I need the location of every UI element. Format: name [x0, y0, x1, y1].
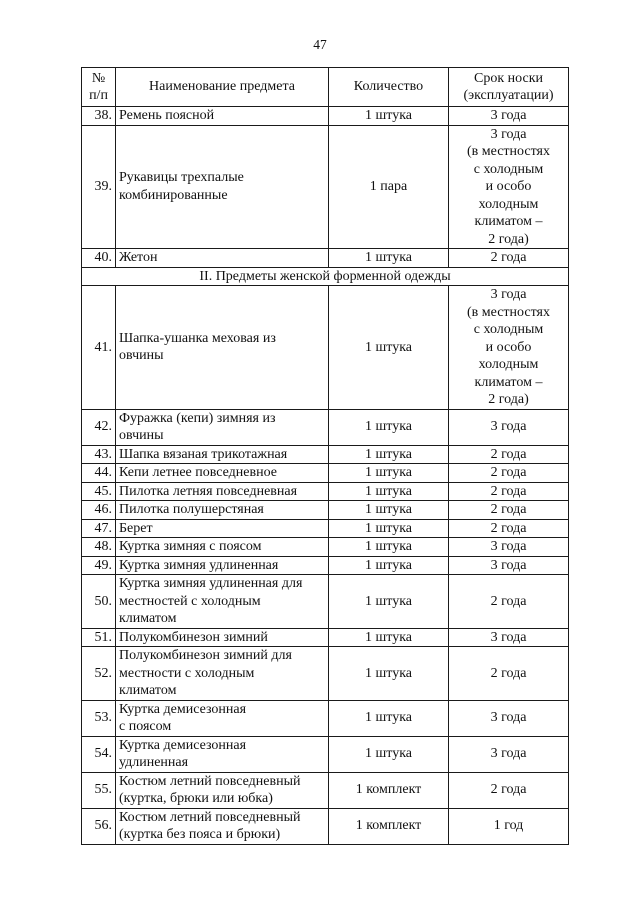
item-wear-term [449, 445, 569, 464]
row-number: 44. [82, 464, 116, 483]
item-wear-term [449, 647, 569, 701]
item-quantity: 1 пара [329, 125, 449, 249]
item-name-line: Шапка вязаная трикотажная [119, 446, 288, 462]
wear-term-line: холодным [478, 357, 539, 372]
section-title: II. Предметы женской форменной одежды [82, 267, 569, 286]
item-wear-term [449, 519, 569, 538]
item-wear-term [449, 107, 569, 126]
item-wear-term [449, 409, 569, 445]
item-wear-term [449, 772, 569, 808]
table-row [82, 482, 569, 501]
item-name-line: Жетон [119, 250, 158, 265]
item-name-line: (куртка без пояса и брюки) [119, 827, 281, 842]
item-wear-term [449, 501, 569, 520]
wear-term-line: 1 год [493, 818, 524, 834]
item-name [116, 575, 329, 629]
wear-term-line: 2 года [490, 502, 527, 517]
row-number: 49. [82, 556, 116, 575]
item-name [116, 519, 329, 538]
item-quantity: 1 комплект [329, 772, 449, 808]
item-name-line: Кепи летнее повседневное [119, 465, 277, 480]
item-name [116, 647, 329, 701]
wear-term-line: климатом – [474, 374, 543, 390]
row-number: 53. [82, 700, 116, 736]
item-name [116, 556, 329, 575]
item-name-line: Шапка-ушанка меховая из [119, 330, 276, 346]
wear-term-line: 3 года [490, 287, 527, 302]
wear-term-line: 3 года [490, 108, 527, 123]
table-section [82, 267, 569, 286]
table-row [82, 538, 569, 557]
item-name [116, 501, 329, 520]
row-number: 45. [82, 482, 116, 501]
row-number: 47. [82, 519, 116, 538]
wear-term-line: 3 года [490, 539, 527, 554]
wear-term-line: холодным [478, 196, 539, 212]
wear-term-line: 3 года [490, 746, 527, 762]
header-number-line: п/п [89, 88, 108, 103]
item-name [116, 736, 329, 772]
item-wear-term [449, 628, 569, 647]
row-number: 42. [82, 409, 116, 445]
wear-term-line: (в местностях [467, 304, 550, 320]
item-name-line: Берет [119, 520, 153, 536]
item-name [116, 409, 329, 445]
wear-term-line: 2 года [490, 483, 527, 499]
item-name [116, 482, 329, 501]
item-quantity: 1 штука [329, 464, 449, 483]
row-number: 39. [82, 125, 116, 249]
wear-term-line: 2 года [490, 446, 527, 462]
row-number: 51. [82, 628, 116, 647]
wear-term-line: и особо [485, 339, 532, 355]
item-name-line: удлиненная [119, 755, 189, 770]
item-name-line: овчины [119, 348, 164, 364]
item-quantity: 1 штука [329, 409, 449, 445]
item-quantity: 1 штука [329, 628, 449, 647]
item-name-line: Куртка демисезонная [119, 701, 247, 717]
header-number [82, 68, 116, 107]
item-quantity: 1 штука [329, 501, 449, 520]
item-name-line: комбинированные [119, 187, 228, 203]
row-number: 40. [82, 249, 116, 268]
item-name-line: местности с холодным [119, 665, 255, 681]
row-number: 46. [82, 501, 116, 520]
item-wear-term [449, 249, 569, 268]
wear-term-line: 3 года [490, 629, 527, 645]
item-wear-term [449, 464, 569, 483]
table-row [82, 107, 569, 126]
table-body-bottom [82, 286, 569, 845]
item-quantity: 1 штука [329, 647, 449, 701]
row-number: 41. [82, 286, 116, 410]
wear-term-line: климатом – [474, 214, 543, 229]
table-row [82, 125, 569, 249]
item-quantity: 1 штука [329, 700, 449, 736]
table-row [82, 575, 569, 629]
table-header-row [82, 68, 569, 107]
row-number: 55. [82, 772, 116, 808]
item-wear-term [449, 538, 569, 557]
item-name-line: Куртка зимняя удлиненная [119, 557, 279, 573]
item-name-line: Куртка зимняя удлиненная для [119, 576, 303, 591]
table-row [82, 808, 569, 844]
item-quantity: 1 штука [329, 445, 449, 464]
item-wear-term [449, 575, 569, 629]
header-number-line: № [91, 70, 106, 86]
item-name-line: Рукавицы трехпалые [119, 170, 244, 186]
item-name [116, 445, 329, 464]
wear-term-line: с холодным [473, 161, 544, 177]
item-name [116, 107, 329, 126]
item-name [116, 808, 329, 844]
item-name-line: с поясом [119, 719, 172, 734]
wear-term-line: 2 года [490, 782, 527, 798]
item-quantity: 1 штука [329, 482, 449, 501]
row-number: 56. [82, 808, 116, 844]
table-row [82, 772, 569, 808]
item-wear-term [449, 286, 569, 410]
wear-term-line: (в местностях [467, 144, 550, 159]
item-wear-term [449, 700, 569, 736]
wear-term-line: 2 года [490, 665, 527, 681]
item-name [116, 464, 329, 483]
item-name-line: местностей с холодным [119, 593, 261, 609]
item-name-line: климатом [119, 611, 177, 626]
wear-term-line: 3 года [490, 126, 527, 142]
row-number: 48. [82, 538, 116, 557]
table-row [82, 501, 569, 520]
item-name [116, 772, 329, 808]
item-name-line: овчины [119, 428, 164, 443]
page-number: 47 [313, 37, 327, 52]
wear-term-line: 2 года [490, 250, 527, 265]
item-wear-term [449, 482, 569, 501]
table-body-top [82, 107, 569, 268]
row-number: 43. [82, 445, 116, 464]
item-name-line: Куртка зимняя с поясом [119, 539, 262, 554]
header-term-line: (эксплуатации) [463, 88, 554, 103]
row-number: 54. [82, 736, 116, 772]
item-name-line: климатом [119, 683, 177, 698]
wear-term-line: 2 года [490, 593, 527, 609]
row-number: 52. [82, 647, 116, 701]
item-name [116, 125, 329, 249]
table-row [82, 628, 569, 647]
wear-term-line: 3 года [490, 557, 527, 573]
header-quantity: Количество [329, 68, 449, 107]
item-name-line: Костюм летний повседневный [119, 773, 301, 789]
header-wear-term [449, 68, 569, 107]
row-number: 50. [82, 575, 116, 629]
wear-term-line: 2 года [490, 465, 527, 480]
item-quantity: 1 штука [329, 538, 449, 557]
wear-term-line: 3 года [490, 710, 527, 726]
table-row [82, 464, 569, 483]
table-row [82, 736, 569, 772]
item-name [116, 628, 329, 647]
item-quantity: 1 штука [329, 107, 449, 126]
uniform-items-table [81, 67, 569, 845]
item-name-line: Ремень поясной [119, 108, 215, 123]
item-name [116, 249, 329, 268]
item-wear-term [449, 808, 569, 844]
table-row [82, 700, 569, 736]
table-row [82, 647, 569, 701]
item-quantity: 1 штука [329, 519, 449, 538]
item-quantity: 1 комплект [329, 808, 449, 844]
item-quantity: 1 штука [329, 736, 449, 772]
item-name-line: Куртка демисезонная [119, 737, 247, 753]
item-name-line: Полукомбинезон зимний [119, 629, 268, 645]
table-row [82, 249, 569, 268]
item-name-line: Полукомбинезон зимний для [119, 648, 292, 663]
wear-term-line: 3 года [490, 419, 527, 435]
item-wear-term [449, 736, 569, 772]
table-row [82, 445, 569, 464]
item-quantity: 1 штука [329, 249, 449, 268]
wear-term-line: 2 года [490, 520, 527, 536]
item-name [116, 286, 329, 410]
table-row [82, 556, 569, 575]
item-name-line: Пилотка летняя повседневная [119, 483, 298, 499]
item-name-line: (куртка, брюки или юбка) [119, 791, 273, 806]
item-name [116, 700, 329, 736]
item-name-line: Фуражка (кепи) зимняя из [119, 410, 276, 426]
row-number: 38. [82, 107, 116, 126]
header-item-name: Наименование предмета [116, 68, 329, 107]
section-row [82, 267, 569, 286]
table-row [82, 519, 569, 538]
table-row [82, 286, 569, 410]
wear-term-line: и особо [485, 179, 532, 194]
item-name-line: Пилотка полушерстяная [119, 502, 264, 517]
item-quantity: 1 штука [329, 286, 449, 410]
item-name [116, 538, 329, 557]
item-wear-term [449, 556, 569, 575]
table-row [82, 409, 569, 445]
item-quantity: 1 штука [329, 556, 449, 575]
wear-term-line: 2 года) [488, 231, 529, 247]
wear-term-line: с холодным [473, 322, 544, 337]
item-quantity: 1 штука [329, 575, 449, 629]
item-name-line: Костюм летний повседневный [119, 809, 301, 825]
wear-term-line: 2 года) [488, 392, 529, 407]
item-wear-term [449, 125, 569, 249]
header-term-line: Срок носки [474, 70, 543, 86]
